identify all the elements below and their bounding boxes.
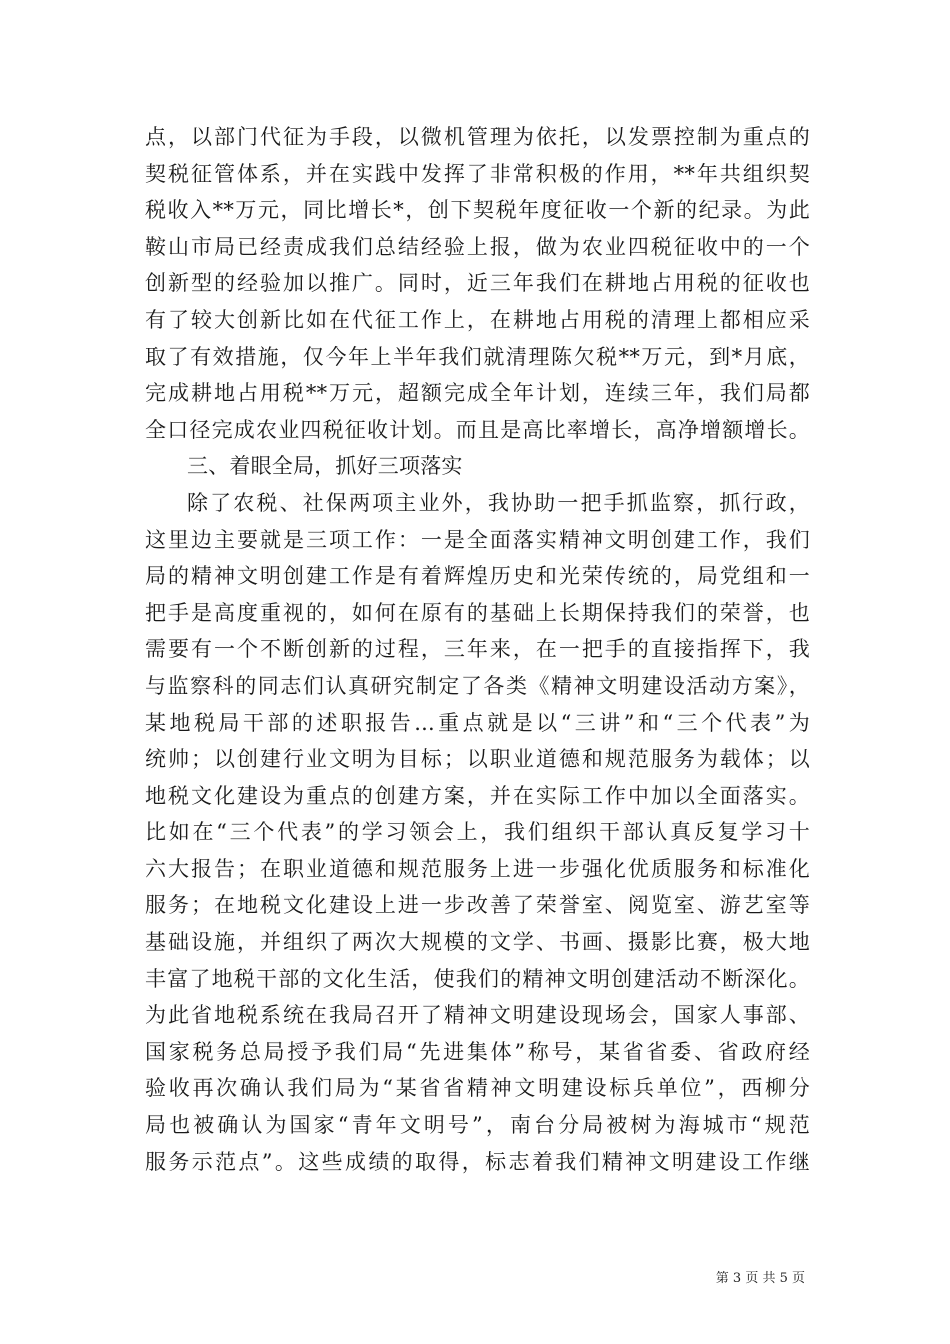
paragraph-line: 国家税务总局授予我们局“先进集体”称号，某省省委、省政府经 xyxy=(145,1039,810,1064)
paragraph-line: 取了有效措施，仅今年上半年我们就清理陈欠税**万元，到*月底， xyxy=(145,344,810,369)
paragraph-line: 这里边主要就是三项工作：一是全面落实精神文明创建工作，我们 xyxy=(145,527,810,552)
paragraph-line: 与监察科的同志们认真研究制定了各类《精神文明建设活动方案》， xyxy=(145,673,810,698)
paragraph-line: 除了农税、社保两项主业外，我协助一把手抓监察，抓行政， xyxy=(187,490,810,515)
paragraph-line: 点，以部门代征为手段，以微机管理为依托，以发票控制为重点的 xyxy=(145,125,810,149)
paragraph-line: 全口径完成农业四税征收计划。而且是高比率增长，高净增额增长。 xyxy=(145,417,810,442)
paragraph-line: 六大报告；在职业道德和规范服务上进一步强化优质服务和标准化 xyxy=(145,856,810,881)
page-number-footer: 第 3 页 共 5 页 xyxy=(715,1271,805,1286)
paragraph-line: 验收再次确认我们局为“某省省精神文明建设标兵单位”，西柳分 xyxy=(145,1076,810,1101)
paragraph-line: 为此省地税系统在我局召开了精神文明建设现场会，国家人事部、 xyxy=(145,1003,810,1028)
paragraph-line: 地税文化建设为重点的创建方案，并在实际工作中加以全面落实。 xyxy=(145,783,810,808)
paragraph-line: 局也被确认为国家“青年文明号”，南台分局被树为海城市“规范 xyxy=(145,1113,810,1138)
paragraph-line: 某地税局干部的述职报告...重点就是以“三讲”和“三个代表”为 xyxy=(145,710,810,735)
paragraph-line: 统帅；以创建行业文明为目标；以职业道德和规范服务为载体；以 xyxy=(145,747,810,772)
paragraph-line: 服务；在地税文化建设上进一步改善了荣誉室、阅览室、游艺室等 xyxy=(145,893,810,918)
paragraph-line: 局的精神文明创建工作是有着辉煌历史和光荣传统的，局党组和一 xyxy=(145,564,810,589)
paragraph-line: 鞍山市局已经责成我们总结经验上报，做为农业四税征收中的一个 xyxy=(145,234,810,259)
paragraph-line: 丰富了地税干部的文化生活，使我们的精神文明创建活动不断深化。 xyxy=(145,966,810,991)
paragraph-line: 基础设施，并组织了两次大规模的文学、书画、摄影比赛，极大地 xyxy=(145,930,810,955)
document-body xyxy=(145,119,810,1180)
paragraph-line: 有了较大创新比如在代征工作上，在耕地占用税的清理上都相应采 xyxy=(145,307,810,332)
paragraph-line: 契税征管体系，并在实践中发挥了非常积极的作用，**年共组织契 xyxy=(145,161,810,186)
paragraph-line: 把手是高度重视的，如何在原有的基础上长期保持我们的荣誉，也 xyxy=(145,600,810,625)
paragraph-line: 完成耕地占用税**万元，超额完成全年计划，连续三年，我们局都 xyxy=(145,381,810,406)
paragraph-line: 创新型的经验加以推广。同时，近三年我们在耕地占用税的征收也 xyxy=(145,271,810,296)
paragraph-line: 比如在“三个代表”的学习领会上，我们组织干部认真反复学习十 xyxy=(145,820,810,845)
paragraph-line: 税收入**万元，同比增长*，创下契税年度征收一个新的纪录。为此 xyxy=(145,198,810,223)
paragraph-line: 服务示范点”。这些成绩的取得，标志着我们精神文明建设工作继 xyxy=(145,1149,810,1174)
section-heading: 三、着眼全局，抓好三项落实 xyxy=(187,454,463,479)
paragraph-line: 需要有一个不断创新的过程，三年来，在一把手的直接指挥下，我 xyxy=(145,637,810,662)
